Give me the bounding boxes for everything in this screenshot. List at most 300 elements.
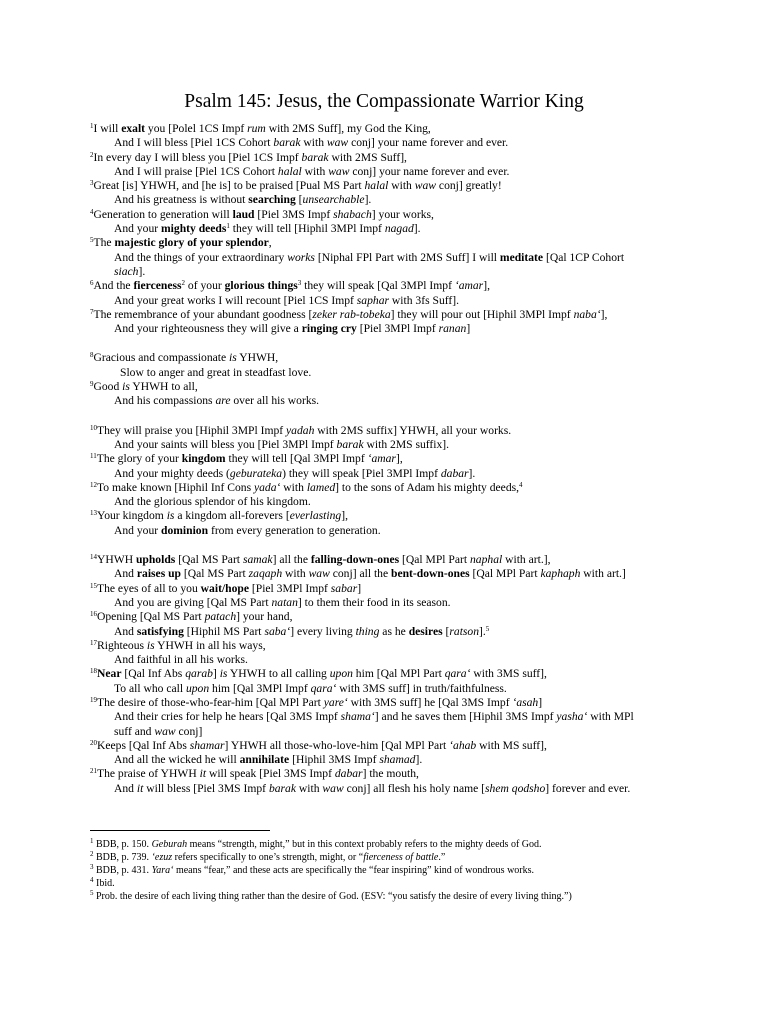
text-run: him [Qal MPl Part — [352, 667, 445, 681]
bold-term: raises up — [136, 567, 182, 581]
text-run: And the things of your extraordinary — [114, 250, 288, 264]
italic-term: Geburah — [151, 839, 188, 850]
verse-line — [90, 438, 690, 452]
text-run: ] every living — [290, 624, 356, 638]
verse-line — [90, 279, 690, 293]
italic-term: yadah — [286, 423, 315, 437]
text-run: [Qal MS Part — [181, 567, 249, 581]
verse-line — [90, 151, 690, 165]
bold-term: dominion — [161, 523, 209, 537]
bold-term: satisfying — [136, 624, 184, 638]
superscript-number: 18 — [90, 667, 97, 676]
italic-term: ‘amar — [454, 279, 484, 293]
verse-line — [90, 625, 690, 639]
verse-line — [90, 322, 690, 336]
italic-term: dabar — [440, 466, 469, 480]
verse-line — [90, 553, 690, 567]
text-run: Gracious and compassionate — [93, 351, 230, 365]
footnote — [90, 877, 710, 890]
text-run: with 2MS suffix] YHWH, all your works. — [314, 423, 512, 437]
text-run: ] — [538, 695, 543, 709]
verse-line — [90, 610, 690, 624]
text-run: [Niphal FPl Part with 2MS Suff] I will — [314, 250, 500, 264]
text-run: Good — [93, 380, 123, 394]
superscript-number: 7 — [90, 307, 94, 316]
text-run: with 2MS Suff], — [328, 150, 407, 164]
verse-line — [90, 308, 690, 322]
verse-line — [90, 582, 690, 596]
italic-term: ‘amar — [367, 452, 396, 466]
stanza-break — [90, 409, 690, 424]
italic-term: nagad — [384, 222, 414, 236]
footnote-divider — [90, 830, 270, 831]
superscript-number: 8 — [90, 351, 94, 360]
verse-line — [90, 122, 690, 136]
text-run: YHWH, — [236, 351, 279, 365]
text-run: ] — [357, 581, 362, 595]
text-run: ] to the sons of Adam his mighty deeds, — [335, 480, 520, 494]
text-run: The glory of your — [96, 452, 182, 466]
text-run: ] — [466, 322, 471, 336]
text-run: conj] all flesh his holy name [ — [343, 781, 486, 795]
text-run: ], — [483, 279, 490, 293]
italic-term: waw — [308, 567, 330, 581]
superscript-number: 4 — [90, 876, 94, 884]
italic-term: patach — [204, 610, 237, 624]
superscript-number: 20 — [90, 738, 97, 747]
text-run: And — [114, 781, 137, 795]
superscript-number: 3 — [297, 279, 302, 288]
verse-line — [90, 208, 690, 222]
superscript-number: 19 — [90, 695, 97, 704]
text-run: with 3MS suff] he [Qal 3MS Impf — [347, 695, 513, 709]
text-run: with — [388, 179, 415, 193]
verse-line — [90, 495, 690, 509]
text-run: refers specifically to one’s strength, might, or “ — [172, 852, 364, 863]
superscript-number: 13 — [90, 509, 97, 518]
verse-line — [90, 193, 690, 207]
italic-term: shabach — [333, 207, 372, 221]
verse-line — [90, 136, 690, 150]
italic-term: sabar — [330, 581, 358, 595]
verse-line — [90, 710, 690, 724]
text-run: And his compassions — [114, 394, 216, 408]
text-run: YHWH — [97, 553, 136, 567]
italic-term: naba‘ — [573, 307, 601, 321]
text-run: And your — [114, 222, 162, 236]
italic-term: yasha‘ — [556, 710, 588, 724]
italic-term: upon — [329, 667, 353, 681]
psalm-text — [90, 122, 690, 796]
superscript-number: 4 — [519, 480, 523, 489]
text-run: I will — [93, 122, 122, 135]
text-run: [Piel 3MS Impf — [254, 207, 334, 221]
italic-term: Yara‘ — [151, 865, 174, 876]
verse-line — [90, 294, 690, 308]
text-run: The desire of those-who-fear-him [Qal MPl Part — [97, 695, 324, 709]
verse-line — [90, 524, 690, 538]
text-run: ] the mouth, — [362, 767, 419, 781]
text-run: And his greatness is without — [114, 193, 249, 207]
superscript-number: 5 — [90, 889, 94, 897]
text-run: from every generation to generation. — [208, 523, 381, 537]
italic-term: it — [136, 781, 144, 795]
italic-term: rum — [247, 122, 266, 135]
italic-term: halal — [277, 164, 302, 178]
text-run: ], — [395, 452, 403, 466]
italic-term: dabar — [334, 767, 363, 781]
verse-line — [90, 251, 690, 265]
italic-term: zeker rab-tobeka — [312, 307, 391, 321]
text-run: [Qal MPl Part — [399, 553, 470, 567]
text-run: [Qal MS Part — [175, 553, 243, 567]
text-run: [Qal 1CP Cohort — [543, 250, 625, 264]
superscript-number: 3 — [90, 863, 94, 871]
italic-term: kaphaph — [540, 567, 581, 581]
text-run: Righteous — [97, 638, 147, 652]
superscript-number: 6 — [90, 279, 94, 288]
text-run: Slow to anger and great in steadfast love. — [120, 365, 312, 379]
text-run: [Piel 3MPl Impf — [248, 581, 331, 595]
superscript-number: 10 — [90, 423, 97, 432]
footnotes — [90, 838, 710, 903]
verse-line — [90, 782, 690, 796]
verse-line — [90, 667, 690, 681]
text-run: And — [114, 567, 137, 581]
italic-term: shamar — [189, 738, 225, 752]
text-run: they will tell [Hiphil 3MPl Impf — [229, 222, 385, 236]
text-run: with — [296, 781, 323, 795]
bold-term: ringing cry — [301, 322, 357, 336]
italic-term: natan — [271, 595, 298, 609]
italic-term: yada‘ — [253, 480, 281, 494]
text-run: [Hiphil 3MS Impf — [289, 753, 380, 767]
verse-line — [90, 567, 690, 581]
text-run: suff and — [114, 724, 155, 738]
italic-term: qara‘ — [310, 681, 337, 695]
italic-term: it — [199, 767, 207, 781]
text-run: And I will praise [Piel 1CS Cohort — [114, 164, 278, 178]
text-run: YHWH in all his ways, — [154, 638, 266, 652]
text-run: ] your works, — [371, 207, 434, 221]
page-title: Psalm 145: Jesus, the Compassionate Warrior King — [184, 91, 584, 112]
text-run: Opening [Qal MS Part — [97, 610, 205, 624]
bold-term: Near — [97, 667, 122, 681]
text-run: with — [301, 164, 329, 178]
verse-line — [90, 380, 690, 394]
superscript-number: 14 — [90, 553, 97, 562]
text-run: BDB, p. 739. — [93, 852, 152, 863]
verse-line — [90, 596, 690, 610]
stanza-break — [90, 336, 690, 351]
text-run: The praise of YHWH — [97, 767, 200, 781]
superscript-number: 2 — [90, 850, 94, 858]
text-run: BDB, p. 431. — [93, 865, 152, 876]
italic-term: upon — [185, 681, 210, 695]
text-run: with 3fs Suff]. — [389, 293, 460, 307]
italic-term: zaqaph — [248, 567, 283, 581]
italic-term: barak — [268, 781, 296, 795]
italic-term: is — [219, 667, 228, 681]
text-run: ] YHWH all those-who-love-him [Qal MPl Part — [224, 738, 450, 752]
bold-term: kingdom — [181, 452, 226, 466]
bold-term: upholds — [135, 553, 176, 567]
verse-line — [90, 424, 690, 438]
text-run: To all who call — [114, 681, 186, 695]
text-run: Ibid. — [93, 878, 115, 889]
text-run: [ — [442, 624, 450, 638]
italic-term: is — [166, 509, 175, 523]
superscript-number: 17 — [90, 638, 97, 647]
verse-line — [90, 222, 690, 236]
text-run: means “strength, might,” but in this context probably refers to the mighty deeds of God. — [187, 839, 542, 850]
text-run: And your — [114, 523, 162, 537]
verse-line — [90, 351, 690, 365]
superscript-number: 3 — [90, 179, 94, 188]
text-run: with MPl — [587, 710, 634, 724]
text-run: [ — [295, 193, 303, 207]
footnote — [90, 838, 710, 851]
verse-line — [90, 394, 690, 408]
italic-term: siach — [114, 264, 139, 278]
footnote — [90, 851, 710, 864]
italic-term: halal — [364, 179, 389, 193]
italic-term: fierceness of battle — [363, 852, 439, 863]
italic-term: lamed — [306, 480, 336, 494]
text-run: ]. — [364, 193, 372, 207]
superscript-number: 21 — [90, 767, 97, 776]
footnote — [90, 890, 710, 903]
verse-line — [90, 767, 690, 781]
text-run: YHWH to all, — [129, 380, 198, 394]
superscript-number: 16 — [90, 610, 97, 619]
italic-term: waw — [326, 136, 349, 150]
verse-line — [90, 639, 690, 653]
bold-term: glorious things — [224, 279, 298, 293]
italic-term: geburateka — [229, 466, 283, 480]
italic-term: saphar — [356, 293, 390, 307]
verse-line — [90, 725, 690, 739]
verse-line — [90, 682, 690, 696]
italic-term: yare‘ — [323, 695, 348, 709]
text-run: ] to them their food in its season. — [297, 595, 451, 609]
text-run: ]. — [415, 753, 423, 767]
bold-term: desires — [408, 624, 443, 638]
text-run: [Piel 3MPl Impf — [356, 322, 439, 336]
text-run: ] forever and ever. — [545, 781, 631, 795]
text-run: Your kingdom — [97, 509, 167, 523]
verse-line — [90, 696, 690, 710]
text-run: conj] greatly! — [436, 179, 502, 193]
text-run: with art.] — [580, 567, 626, 581]
bold-term: falling-down-ones — [310, 553, 400, 567]
text-run: will bless [Piel 3MS Impf — [143, 781, 269, 795]
text-run: with 3MS suff], — [470, 667, 547, 681]
text-run: conj] your name forever and ever. — [348, 136, 509, 150]
text-run: And the glorious splendor of his kingdom. — [114, 495, 311, 509]
text-run: ] they will pour out [Hiphil 3MPl Impf — [390, 307, 574, 321]
text-run: And you are giving [Qal MS Part — [114, 595, 272, 609]
text-run: And their cries for help he hears [Qal 3MS Impf — [114, 710, 341, 724]
text-run: with art.], — [502, 553, 551, 567]
superscript-number: 11 — [90, 452, 97, 461]
italic-term: ratson — [449, 624, 480, 638]
italic-term: barak — [336, 437, 364, 451]
text-run: ] and he saves them [Hiphil 3MS Impf — [374, 710, 557, 724]
verse-line — [90, 653, 690, 667]
verse-line — [90, 366, 690, 380]
text-run: .” — [438, 852, 446, 863]
text-run: with — [300, 136, 327, 150]
text-run: ]. — [479, 624, 486, 638]
text-run: And all the wicked he will — [114, 753, 240, 767]
text-run: And I will bless [Piel 1CS Cohort — [114, 136, 274, 150]
text-run: ]. — [413, 222, 421, 236]
italic-term: is — [146, 638, 155, 652]
italic-term: thing — [355, 624, 380, 638]
text-run: ) they will speak [Piel 3MPl Impf — [282, 466, 441, 480]
verse-line — [90, 236, 690, 250]
text-run: with — [280, 480, 307, 494]
verse-line — [90, 753, 690, 767]
text-run: with 3MS suff] in truth/faithfulness. — [336, 681, 507, 695]
bold-term: wait/hope — [200, 581, 249, 595]
italic-term: qarab — [185, 667, 213, 681]
superscript-number: 2 — [90, 150, 94, 159]
italic-term: shama‘ — [340, 710, 375, 724]
italic-term: barak — [273, 136, 301, 150]
text-run: conj] all the — [329, 567, 392, 581]
text-run: with MS suff], — [476, 738, 547, 752]
italic-term: samak — [242, 553, 273, 567]
italic-term: qara‘ — [444, 667, 471, 681]
verse-line — [90, 452, 690, 466]
text-run: ] all the — [272, 553, 311, 567]
verse-line — [90, 265, 690, 279]
text-run: The eyes of all to you — [97, 581, 201, 595]
verse-line — [90, 509, 690, 523]
italic-term: ‘asah — [512, 695, 539, 709]
text-run: And your saints will bless you [Piel 3MPl Impf — [114, 437, 337, 451]
superscript-number: 15 — [90, 581, 97, 590]
text-run: The remembrance of your abundant goodness [ — [93, 307, 313, 321]
superscript-number: 12 — [90, 480, 97, 489]
verse-line — [90, 467, 690, 481]
text-run: conj] — [175, 724, 203, 738]
text-run: BDB, p. 150. — [93, 839, 152, 850]
italic-term: saba‘ — [264, 624, 291, 638]
text-run: [Qal Inf Abs — [121, 667, 186, 681]
superscript-number: 5 — [485, 624, 490, 633]
bold-term: searching — [248, 193, 296, 207]
text-run: conj] your name forever and ever. — [349, 164, 510, 178]
italic-term: everlasting — [289, 509, 342, 523]
text-run: a kingdom all-forevers [ — [174, 509, 290, 523]
text-run: as he — [379, 624, 409, 638]
italic-term: ranan — [438, 322, 467, 336]
italic-term: works — [287, 250, 315, 264]
italic-term: shem qodsho — [485, 781, 546, 795]
text-run: ], — [600, 307, 608, 321]
verse-line — [90, 481, 690, 495]
text-run: they will tell [Qal 3MPl Impf — [225, 452, 368, 466]
italic-term: shamad — [379, 753, 416, 767]
superscript-number: 2 — [181, 279, 186, 288]
superscript-number: 5 — [90, 236, 94, 245]
text-run: ]. — [468, 466, 476, 480]
text-run: YHWH to all calling — [227, 667, 330, 681]
text-run: they will speak [Qal 3MPl Impf — [301, 279, 455, 293]
text-run: you [Polel 1CS Impf — [145, 122, 248, 135]
text-run: ] — [212, 667, 220, 681]
text-run: Prob. the desire of each living thing rather than the desire of God. (ESV: “you satisfy the desire of every living thing.”) — [93, 891, 572, 902]
text-run: In every day I will bless you [Piel 1CS Impf — [93, 150, 302, 164]
text-run: And — [114, 624, 137, 638]
superscript-number: 1 — [226, 222, 230, 231]
italic-term: waw — [414, 179, 437, 193]
text-run: him [Qal 3MPl Impf — [209, 681, 311, 695]
bold-term: mighty deeds — [161, 222, 227, 236]
text-run: To make known [Hiphil Inf Cons — [97, 480, 254, 494]
text-run: [Qal MPl Part — [469, 567, 541, 581]
text-run: And your great works I will recount [Piel 1CS Impf — [114, 293, 357, 307]
bold-term: laud — [232, 207, 255, 221]
text-run: with 2MS Suff], my God the King, — [265, 122, 431, 135]
text-run: And faithful in all his works. — [114, 653, 248, 667]
text-run: of your — [185, 279, 225, 293]
bold-term: fierceness — [133, 279, 182, 293]
text-run: with 2MS suffix]. — [363, 437, 450, 451]
superscript-number: 1 — [90, 837, 94, 845]
italic-term: barak — [301, 150, 329, 164]
text-run: Generation to generation will — [93, 207, 233, 221]
italic-term: unsearchable — [302, 193, 365, 207]
italic-term: waw — [322, 781, 344, 795]
bold-term: majestic glory of your splendor — [114, 236, 269, 250]
italic-term: are — [215, 394, 231, 408]
verse-line — [90, 739, 690, 753]
italic-term: ‘ahab — [449, 738, 477, 752]
text-run: will speak [Piel 3MS Impf — [206, 767, 335, 781]
text-run: And your righteousness they will give a — [114, 322, 302, 336]
italic-term: ‘ezuz — [151, 852, 173, 863]
text-run: And your mighty deeds ( — [114, 466, 230, 480]
italic-term: is — [122, 380, 130, 394]
superscript-number: 9 — [90, 380, 94, 389]
text-run: , — [268, 236, 272, 250]
superscript-number: 1 — [90, 122, 94, 130]
italic-term: is — [229, 351, 237, 365]
text-run: ]. — [138, 264, 146, 278]
text-run: And the — [93, 279, 134, 293]
italic-term: waw — [328, 164, 350, 178]
italic-term: waw — [154, 724, 176, 738]
superscript-number: 4 — [90, 207, 94, 216]
text-run: Great [is] YHWH, and [he is] to be praised [Pual MS Part — [93, 179, 365, 193]
text-run: over all his works. — [230, 394, 320, 408]
text-run: ] your hand, — [236, 610, 293, 624]
bold-term: annihilate — [239, 753, 290, 767]
text-run: means “fear,” and these acts are specifically the “fear inspiring” kind of wondrous works. — [173, 865, 535, 876]
footnote — [90, 864, 710, 877]
stanza-break — [90, 538, 690, 553]
bold-term: meditate — [499, 250, 544, 264]
verse-line — [90, 165, 690, 179]
italic-term: naphal — [470, 553, 503, 567]
bold-term: exalt — [121, 122, 146, 135]
bold-term: bent-down-ones — [391, 567, 470, 581]
text-run: The — [93, 236, 115, 250]
